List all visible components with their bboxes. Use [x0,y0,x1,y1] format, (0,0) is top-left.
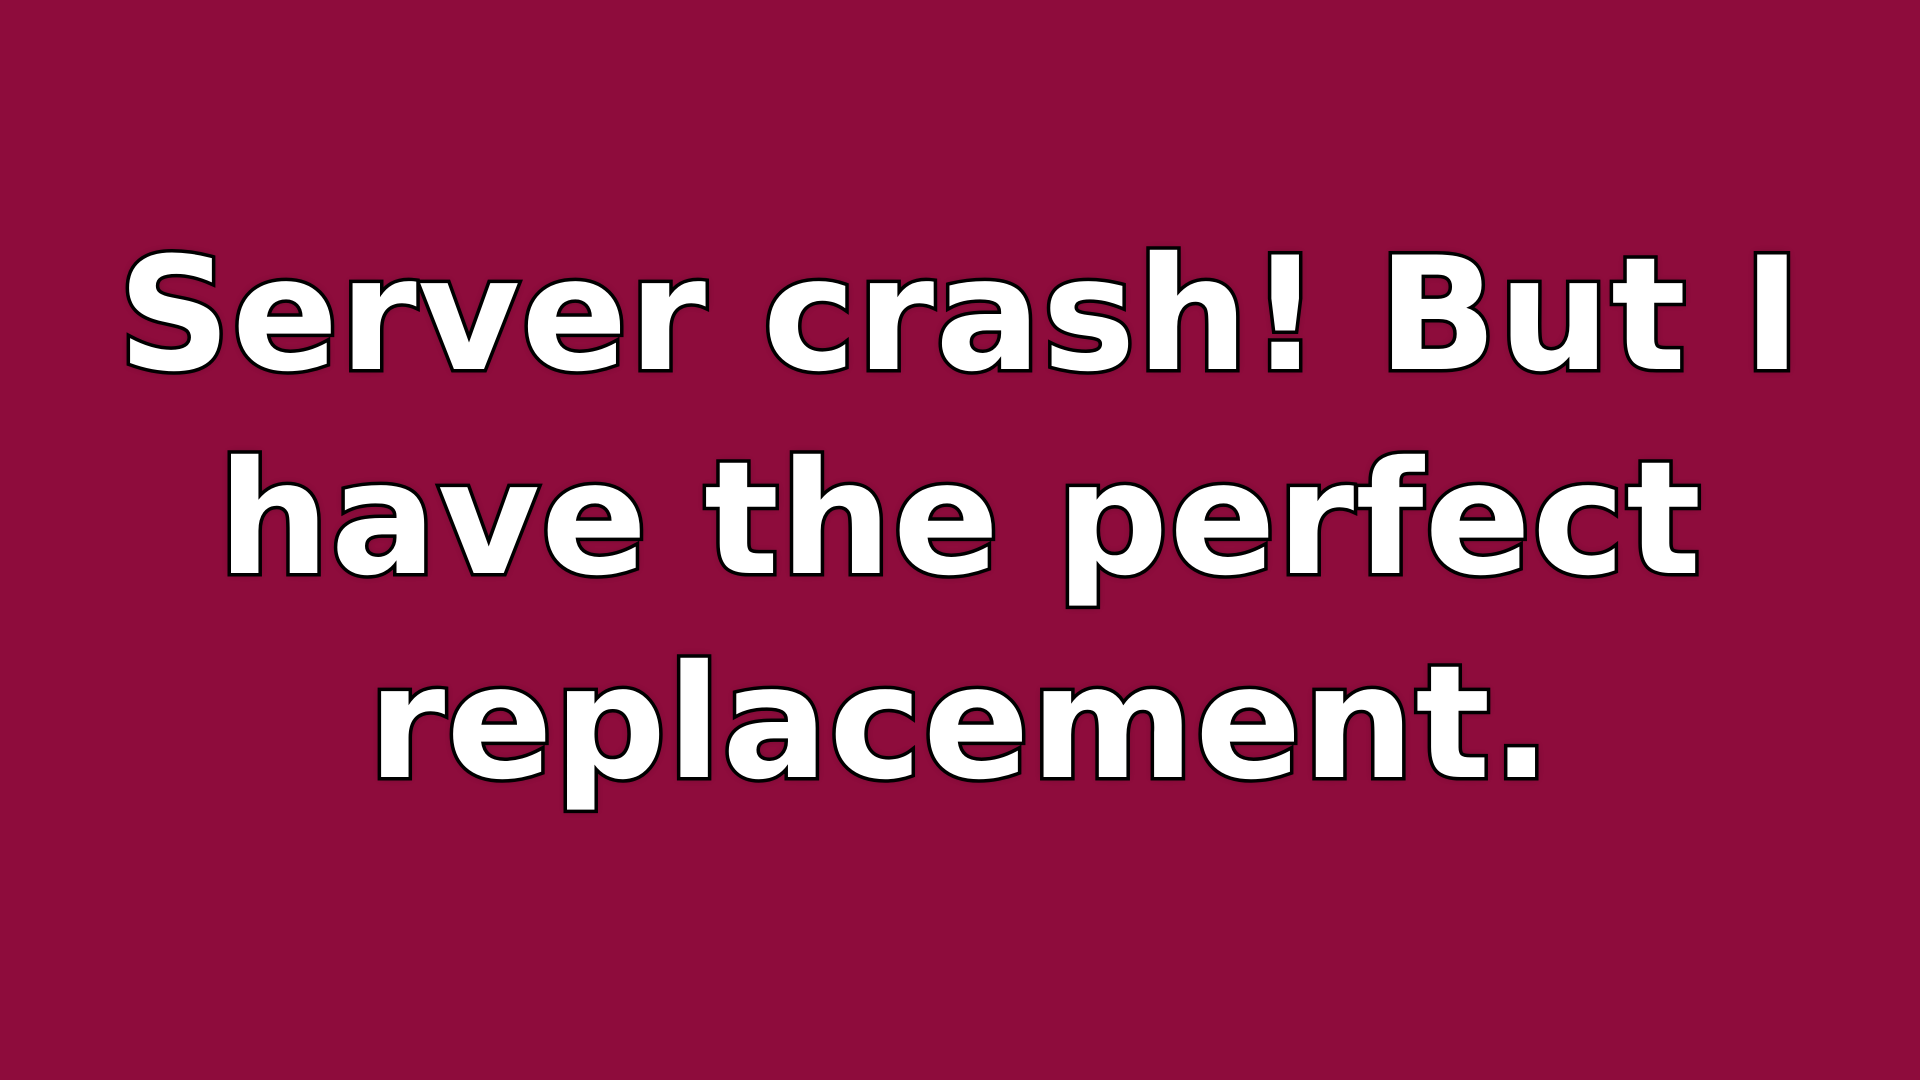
caption-line-3: replacement. [367,632,1553,816]
caption-line-2: have the perfect [217,427,1703,611]
caption-line-1: Server crash! But I [117,223,1803,407]
caption-text [118,214,1802,826]
